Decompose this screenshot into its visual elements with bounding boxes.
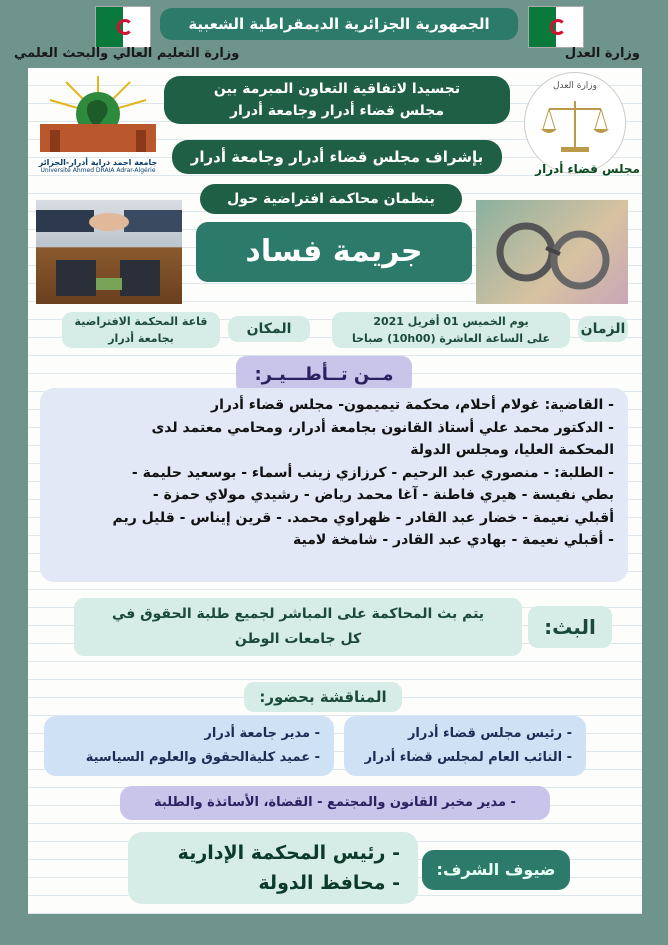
supervision-line: - الدكتور محمد علي أستاذ القانون بجامعة أدرار، ومحامي معتمد لدى: [151, 419, 614, 436]
republic-title: الجمهورية الجزائرية الديمقراطية الشعبية: [160, 8, 518, 40]
time-line-1: يوم الخميس 01 أفريل 2021: [373, 315, 529, 328]
discussion-left-box: [44, 716, 334, 776]
supervision-title: مــن تــأطـــيـر:: [236, 356, 412, 394]
intro-line-1: تجسيدا لاتفاقية التعاون المبرمة بين: [213, 81, 461, 97]
guest-item: - رئيس المحكمة الإدارية: [177, 842, 400, 864]
place-line-1: قاعة المحكمة الافتراضية: [74, 315, 208, 328]
handcuffs-image: [476, 200, 628, 304]
discussion-item: - مدير جامعة أدرار: [204, 726, 320, 741]
discussion-item: - عميد كليةالحقوق والعلوم السياسية: [85, 750, 320, 765]
supervision-statement: بإشراف مجلس قضاء أدرار وجامعة أدرار: [172, 140, 502, 174]
discussion-item: - النائب العام لمجلس قضاء أدرار: [364, 750, 572, 765]
organize-statement: ينظمان محاكمة افتراضية حول: [200, 184, 462, 214]
supervision-list: [40, 388, 628, 582]
guests-label: ضيوف الشرف:: [422, 850, 570, 890]
supervision-line: - أقبلي نعيمة - بهادي عبد القادر - شامخة لامية: [293, 532, 614, 548]
university-name-latin: Université Ahmed DRAIA Adrar-Algérie: [40, 167, 156, 174]
broadcast-label: البث:: [528, 606, 612, 648]
handshake-image: [36, 200, 182, 304]
intro-line-2: مجلس قضاء أدرار وجامعة أدرار: [229, 103, 445, 119]
supervision-line: بطي نفيسة - هيري فاطنة - آغا محمد رياض - رشيدي مولاي حمزة -: [152, 487, 614, 503]
council-caption: مجلس قضاء أدرار: [535, 162, 640, 176]
place-line-2: بجامعة أدرار: [108, 332, 174, 345]
supervision-line: أقبلي نعيمة - خضار عبد القادر - ظهراوي محمد. - قرين إيناس - قليل ريم: [112, 509, 614, 526]
time-box: [332, 312, 570, 348]
time-line-2: على الساعة العاشرة (10h00) صباحا: [351, 332, 551, 345]
ministry-justice: وزارة العدل: [564, 46, 640, 61]
algeria-flag-left: [95, 6, 151, 48]
discussion-item: - رئيس مجلس قضاء أدرار: [407, 726, 572, 741]
university-name-ar: جامعة احمد دراية أدرار-الجزائر: [38, 158, 158, 167]
university-emblem-icon: [36, 74, 160, 154]
supervision-line: - الطلبة: - منصوري عبد الرحيم - كرزازي زينب أسماء - بوسعيد حليمة -: [131, 464, 614, 481]
ministry-higher-education: وزارة التعليم العالي والبحث العلمي: [14, 46, 240, 61]
supervision-line: المحكمة العليا، ومجلس الدولة: [410, 442, 614, 458]
discussion-bottom: - مدير مخبر القانون والمجتمع - القضاة، الأساتذة والطلبة: [120, 786, 550, 820]
intro-box: [164, 76, 510, 124]
council-emblem-text: وزارة العدل: [553, 81, 597, 91]
time-label: الزمان: [578, 316, 628, 342]
topic-title: جريمة فساد: [196, 222, 472, 282]
place-label: المكان: [228, 316, 310, 342]
university-logo: [36, 74, 160, 178]
council-logo: [524, 72, 626, 174]
broadcast-line-1: يتم بث المحاكمة على المباشر لجميع طلبة الحقوق في: [111, 606, 485, 622]
handcuffs-icon: [476, 200, 628, 304]
discussion-title: المناقشة بحضور:: [244, 682, 402, 712]
guests-box: [128, 832, 418, 904]
discussion-right-box: [344, 716, 586, 776]
supervision-line: - القاضية: غولام أحلام، محكمة تيميمون- مجلس قضاء أدرار: [211, 397, 614, 413]
handshake-icon: [36, 200, 182, 304]
guest-item: - محافظ الدولة: [258, 872, 400, 894]
scales-of-justice-icon: [525, 73, 625, 173]
broadcast-line-2: كل جامعات الوطن: [234, 631, 362, 647]
broadcast-box: [74, 598, 522, 656]
place-box: [62, 312, 220, 348]
algeria-flag-right: [528, 6, 584, 48]
